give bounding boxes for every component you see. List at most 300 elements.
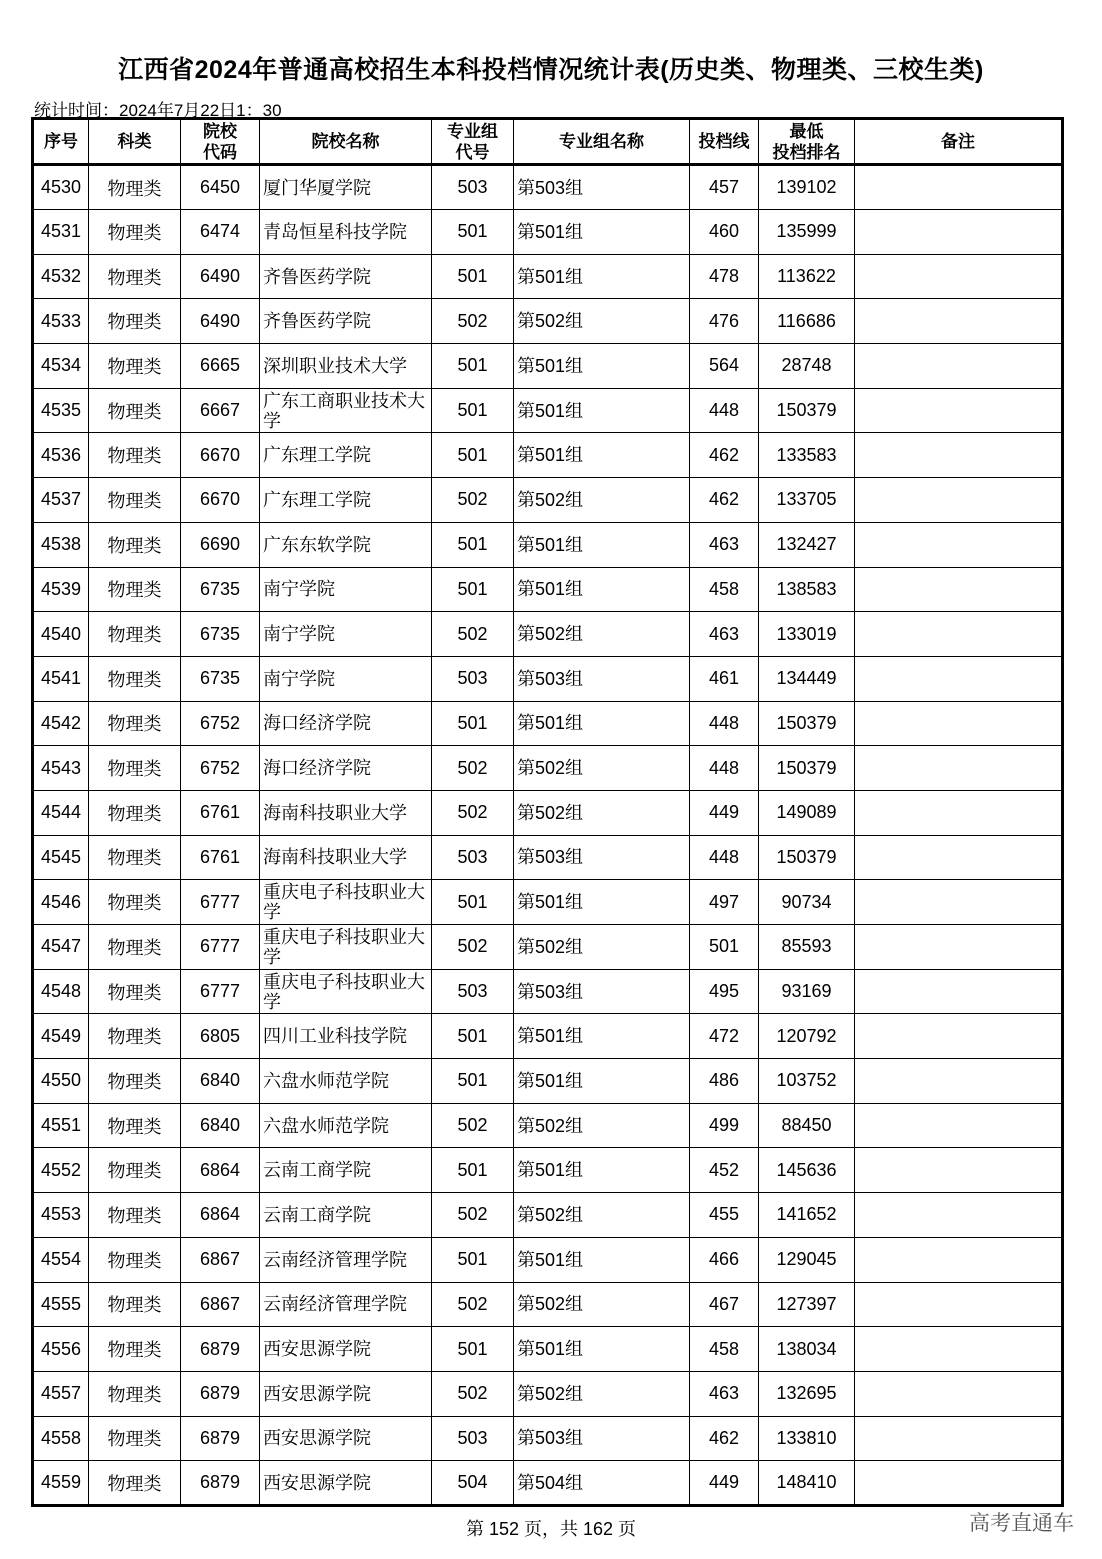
col-group-code-cell: 501	[432, 254, 514, 299]
col-group-code-cell: 502	[432, 612, 514, 657]
col-remark-cell	[855, 1282, 1063, 1327]
col-seq-cell: 4533	[33, 299, 89, 344]
col-school-code-cell: 6761	[181, 790, 260, 835]
col-school-name-cell: 六盘水师范学院	[260, 1103, 432, 1148]
col-seq-cell: 4531	[33, 210, 89, 255]
col-school-name-cell: 重庆电子科技职业大学	[260, 880, 432, 925]
col-school-code-cell: 6474	[181, 210, 260, 255]
col-category-cell: 物理类	[89, 656, 181, 701]
col-group-name-cell: 第501组	[514, 344, 690, 389]
col-school-code-cell: 6735	[181, 612, 260, 657]
col-rank-cell: 132427	[759, 522, 855, 567]
col-category-cell: 物理类	[89, 790, 181, 835]
col-score-cell: 449	[690, 790, 759, 835]
col-category-cell: 物理类	[89, 701, 181, 746]
col-remark-cell	[855, 1103, 1063, 1148]
col-group-code-cell: 503	[432, 969, 514, 1014]
col-school-name-cell: 青岛恒星科技学院	[260, 210, 432, 255]
col-category-cell: 物理类	[89, 1014, 181, 1059]
col-seq-cell: 4537	[33, 478, 89, 523]
col-school-code-cell: 6735	[181, 656, 260, 701]
col-school-code-cell: 6777	[181, 925, 260, 970]
col-school-name-cell: 齐鲁医药学院	[260, 299, 432, 344]
col-school-name-cell: 海南科技职业大学	[260, 790, 432, 835]
col-remark-cell	[855, 701, 1063, 746]
col-score-cell: 476	[690, 299, 759, 344]
table-row	[33, 165, 1063, 210]
table-row	[33, 1148, 1063, 1193]
col-score-cell: 495	[690, 969, 759, 1014]
col-score-cell: 463	[690, 612, 759, 657]
col-group-name-cell: 第504组	[514, 1461, 690, 1506]
col-group-name-cell: 第501组	[514, 1327, 690, 1372]
col-score-cell: 499	[690, 1103, 759, 1148]
col-category-cell: 物理类	[89, 1282, 181, 1327]
col-seq-cell: 4535	[33, 388, 89, 433]
col-remark-cell	[855, 478, 1063, 523]
col-remark-cell	[855, 880, 1063, 925]
col-seq-cell: 4559	[33, 1461, 89, 1506]
col-group-code-cell: 501	[432, 567, 514, 612]
col-seq-cell: 4530	[33, 165, 89, 210]
col-school-code-cell: 6761	[181, 835, 260, 880]
col-school-code-cell: 6879	[181, 1416, 260, 1461]
col-group-code-cell: 503	[432, 165, 514, 210]
table-row	[33, 790, 1063, 835]
col-category-cell: 物理类	[89, 433, 181, 478]
col-school-name-cell: 南宁学院	[260, 612, 432, 657]
col-school-name-cell: 海口经济学院	[260, 746, 432, 791]
col-score-cell: 466	[690, 1237, 759, 1282]
col-group-code-cell: 501	[432, 880, 514, 925]
col-category-cell: 物理类	[89, 1327, 181, 1372]
col-score-cell: 461	[690, 656, 759, 701]
col-school-code-cell: 6690	[181, 522, 260, 567]
col-seq-cell: 4553	[33, 1193, 89, 1238]
col-score-cell: 478	[690, 254, 759, 299]
header-col-remark: 备注	[855, 119, 1063, 165]
header-col-seq: 序号	[33, 119, 89, 165]
col-remark-cell	[855, 1059, 1063, 1104]
col-rank-cell: 150379	[759, 835, 855, 880]
col-group-code-cell: 502	[432, 478, 514, 523]
col-school-code-cell: 6867	[181, 1237, 260, 1282]
col-rank-cell: 113622	[759, 254, 855, 299]
header-col-group-code: 专业组 代号	[432, 119, 514, 165]
col-school-name-cell: 广东理工学院	[260, 478, 432, 523]
col-school-code-cell: 6864	[181, 1193, 260, 1238]
col-group-code-cell: 503	[432, 835, 514, 880]
col-category-cell: 物理类	[89, 925, 181, 970]
col-category-cell: 物理类	[89, 1461, 181, 1506]
col-seq-cell: 4544	[33, 790, 89, 835]
col-rank-cell: 134449	[759, 656, 855, 701]
col-group-name-cell: 第502组	[514, 1282, 690, 1327]
col-group-name-cell: 第503组	[514, 165, 690, 210]
col-seq-cell: 4550	[33, 1059, 89, 1104]
col-rank-cell: 150379	[759, 746, 855, 791]
col-category-cell: 物理类	[89, 567, 181, 612]
col-score-cell: 486	[690, 1059, 759, 1104]
table-row	[33, 1416, 1063, 1461]
col-group-name-cell: 第502组	[514, 1371, 690, 1416]
col-score-cell: 448	[690, 746, 759, 791]
col-school-code-cell: 6840	[181, 1059, 260, 1104]
col-seq-cell: 4543	[33, 746, 89, 791]
col-rank-cell: 120792	[759, 1014, 855, 1059]
col-school-name-cell: 广东东软学院	[260, 522, 432, 567]
col-category-cell: 物理类	[89, 612, 181, 657]
col-category-cell: 物理类	[89, 210, 181, 255]
col-category-cell: 物理类	[89, 478, 181, 523]
col-group-code-cell: 501	[432, 522, 514, 567]
col-seq-cell: 4548	[33, 969, 89, 1014]
col-rank-cell: 141652	[759, 1193, 855, 1238]
table-row	[33, 478, 1063, 523]
col-school-code-cell: 6867	[181, 1282, 260, 1327]
col-category-cell: 物理类	[89, 1059, 181, 1104]
col-school-name-cell: 重庆电子科技职业大学	[260, 969, 432, 1014]
col-remark-cell	[855, 567, 1063, 612]
col-rank-cell: 129045	[759, 1237, 855, 1282]
col-rank-cell: 103752	[759, 1059, 855, 1104]
table-row	[33, 656, 1063, 701]
col-school-name-cell: 广东工商职业技术大学	[260, 388, 432, 433]
stat-time: 统计时间：2024年7月22日1：30	[34, 101, 282, 120]
col-group-name-cell: 第501组	[514, 522, 690, 567]
col-group-code-cell: 502	[432, 790, 514, 835]
col-school-name-cell: 重庆电子科技职业大学	[260, 925, 432, 970]
col-score-cell: 448	[690, 701, 759, 746]
col-score-cell: 463	[690, 522, 759, 567]
col-group-code-cell: 503	[432, 1416, 514, 1461]
table-row	[33, 746, 1063, 791]
col-remark-cell	[855, 433, 1063, 478]
col-seq-cell: 4532	[33, 254, 89, 299]
table-row	[33, 567, 1063, 612]
col-school-code-cell: 6670	[181, 433, 260, 478]
col-rank-cell: 148410	[759, 1461, 855, 1506]
col-school-name-cell: 广东理工学院	[260, 433, 432, 478]
col-school-name-cell: 西安思源学院	[260, 1416, 432, 1461]
col-category-cell: 物理类	[89, 1193, 181, 1238]
page-number: 第 152 页，共 162 页	[465, 1519, 637, 1539]
col-group-code-cell: 504	[432, 1461, 514, 1506]
col-rank-cell: 93169	[759, 969, 855, 1014]
col-group-name-cell: 第501组	[514, 388, 690, 433]
table-row	[33, 1237, 1063, 1282]
col-seq-cell: 4555	[33, 1282, 89, 1327]
col-seq-cell: 4558	[33, 1416, 89, 1461]
col-remark-cell	[855, 1237, 1063, 1282]
col-school-code-cell: 6879	[181, 1461, 260, 1506]
col-rank-cell: 150379	[759, 388, 855, 433]
col-score-cell: 462	[690, 1416, 759, 1461]
col-score-cell: 472	[690, 1014, 759, 1059]
col-group-code-cell: 502	[432, 1103, 514, 1148]
col-score-cell: 449	[690, 1461, 759, 1506]
col-seq-cell: 4554	[33, 1237, 89, 1282]
col-school-code-cell: 6777	[181, 880, 260, 925]
col-remark-cell	[855, 254, 1063, 299]
col-rank-cell: 127397	[759, 1282, 855, 1327]
col-seq-cell: 4538	[33, 522, 89, 567]
col-group-code-cell: 501	[432, 1237, 514, 1282]
col-category-cell: 物理类	[89, 835, 181, 880]
col-rank-cell: 149089	[759, 790, 855, 835]
col-group-name-cell: 第502组	[514, 478, 690, 523]
col-school-code-cell: 6805	[181, 1014, 260, 1059]
col-remark-cell	[855, 388, 1063, 433]
col-school-code-cell: 6490	[181, 299, 260, 344]
col-group-code-cell: 502	[432, 746, 514, 791]
col-school-name-cell: 云南工商学院	[260, 1193, 432, 1238]
col-category-cell: 物理类	[89, 969, 181, 1014]
col-seq-cell: 4546	[33, 880, 89, 925]
col-group-name-cell: 第501组	[514, 1059, 690, 1104]
col-school-name-cell: 南宁学院	[260, 567, 432, 612]
col-school-name-cell: 海口经济学院	[260, 701, 432, 746]
col-school-name-cell: 西安思源学院	[260, 1327, 432, 1372]
col-school-code-cell: 6670	[181, 478, 260, 523]
table-row	[33, 835, 1063, 880]
col-remark-cell	[855, 925, 1063, 970]
table-row	[33, 1014, 1063, 1059]
table-row	[33, 925, 1063, 970]
col-category-cell: 物理类	[89, 880, 181, 925]
header-row	[33, 119, 1063, 165]
col-school-code-cell: 6879	[181, 1327, 260, 1372]
col-group-code-cell: 501	[432, 210, 514, 255]
col-group-name-cell: 第502组	[514, 1193, 690, 1238]
col-score-cell: 452	[690, 1148, 759, 1193]
col-score-cell: 497	[690, 880, 759, 925]
col-group-name-cell: 第501组	[514, 210, 690, 255]
col-group-code-cell: 501	[432, 1014, 514, 1059]
header-col-score: 投档线	[690, 119, 759, 165]
col-school-code-cell: 6490	[181, 254, 260, 299]
table-row	[33, 1371, 1063, 1416]
col-rank-cell: 139102	[759, 165, 855, 210]
col-remark-cell	[855, 1416, 1063, 1461]
col-group-code-cell: 502	[432, 1193, 514, 1238]
col-school-code-cell: 6667	[181, 388, 260, 433]
col-school-name-cell: 云南经济管理学院	[260, 1282, 432, 1327]
col-group-name-cell: 第502组	[514, 1103, 690, 1148]
col-seq-cell: 4552	[33, 1148, 89, 1193]
col-rank-cell: 133705	[759, 478, 855, 523]
col-category-cell: 物理类	[89, 388, 181, 433]
col-group-name-cell: 第501组	[514, 1237, 690, 1282]
col-rank-cell: 133019	[759, 612, 855, 657]
col-score-cell: 455	[690, 1193, 759, 1238]
col-school-name-cell: 云南经济管理学院	[260, 1237, 432, 1282]
table-row	[33, 1461, 1063, 1506]
col-score-cell: 460	[690, 210, 759, 255]
col-group-name-cell: 第501组	[514, 1148, 690, 1193]
header-col-category: 科类	[89, 119, 181, 165]
col-group-code-cell: 503	[432, 656, 514, 701]
col-remark-cell	[855, 969, 1063, 1014]
col-category-cell: 物理类	[89, 1103, 181, 1148]
col-seq-cell: 4540	[33, 612, 89, 657]
col-group-code-cell: 501	[432, 388, 514, 433]
col-remark-cell	[855, 612, 1063, 657]
col-seq-cell: 4545	[33, 835, 89, 880]
header-col-school-code: 院校 代码	[181, 119, 260, 165]
col-group-name-cell: 第502组	[514, 612, 690, 657]
col-category-cell: 物理类	[89, 1148, 181, 1193]
col-seq-cell: 4549	[33, 1014, 89, 1059]
col-group-code-cell: 501	[432, 1148, 514, 1193]
admission-table	[31, 117, 1064, 1507]
col-category-cell: 物理类	[89, 165, 181, 210]
col-group-name-cell: 第501组	[514, 1014, 690, 1059]
col-score-cell: 501	[690, 925, 759, 970]
col-seq-cell: 4536	[33, 433, 89, 478]
col-group-code-cell: 501	[432, 1059, 514, 1104]
table-row	[33, 1282, 1063, 1327]
col-score-cell: 448	[690, 835, 759, 880]
col-school-name-cell: 六盘水师范学院	[260, 1059, 432, 1104]
col-seq-cell: 4539	[33, 567, 89, 612]
col-group-name-cell: 第501组	[514, 701, 690, 746]
col-rank-cell: 90734	[759, 880, 855, 925]
col-group-name-cell: 第503组	[514, 1416, 690, 1461]
col-seq-cell: 4541	[33, 656, 89, 701]
col-group-code-cell: 502	[432, 1371, 514, 1416]
col-category-cell: 物理类	[89, 1237, 181, 1282]
col-school-code-cell: 6752	[181, 701, 260, 746]
col-group-code-cell: 502	[432, 925, 514, 970]
col-score-cell: 463	[690, 1371, 759, 1416]
table-row	[33, 1103, 1063, 1148]
col-seq-cell: 4557	[33, 1371, 89, 1416]
col-school-name-cell: 西安思源学院	[260, 1371, 432, 1416]
col-remark-cell	[855, 1371, 1063, 1416]
col-remark-cell	[855, 656, 1063, 701]
col-group-code-cell: 501	[432, 433, 514, 478]
table-row	[33, 299, 1063, 344]
table-row	[33, 522, 1063, 567]
table-row	[33, 388, 1063, 433]
col-group-code-cell: 501	[432, 701, 514, 746]
col-school-code-cell: 6735	[181, 567, 260, 612]
col-school-code-cell: 6840	[181, 1103, 260, 1148]
col-group-name-cell: 第503组	[514, 969, 690, 1014]
col-group-code-cell: 501	[432, 1327, 514, 1372]
table-row	[33, 433, 1063, 478]
col-category-cell: 物理类	[89, 746, 181, 791]
col-school-code-cell: 6777	[181, 969, 260, 1014]
col-remark-cell	[855, 1461, 1063, 1506]
col-remark-cell	[855, 522, 1063, 567]
col-group-name-cell: 第503组	[514, 656, 690, 701]
col-rank-cell: 133583	[759, 433, 855, 478]
col-school-name-cell: 海南科技职业大学	[260, 835, 432, 880]
col-remark-cell	[855, 835, 1063, 880]
col-school-code-cell: 6864	[181, 1148, 260, 1193]
table-row	[33, 1193, 1063, 1238]
col-category-cell: 物理类	[89, 254, 181, 299]
col-score-cell: 458	[690, 1327, 759, 1372]
header-col-rank: 最低 投档排名	[759, 119, 855, 165]
col-group-name-cell: 第501组	[514, 254, 690, 299]
col-remark-cell	[855, 1014, 1063, 1059]
col-seq-cell: 4534	[33, 344, 89, 389]
col-group-name-cell: 第502组	[514, 790, 690, 835]
col-category-cell: 物理类	[89, 522, 181, 567]
col-school-code-cell: 6450	[181, 165, 260, 210]
table-row	[33, 254, 1063, 299]
col-group-name-cell: 第502组	[514, 925, 690, 970]
col-rank-cell: 28748	[759, 344, 855, 389]
col-school-name-cell: 深圳职业技术大学	[260, 344, 432, 389]
col-group-name-cell: 第501组	[514, 433, 690, 478]
col-group-name-cell: 第503组	[514, 835, 690, 880]
col-category-cell: 物理类	[89, 1371, 181, 1416]
col-category-cell: 物理类	[89, 344, 181, 389]
col-school-name-cell: 齐鲁医药学院	[260, 254, 432, 299]
col-rank-cell: 88450	[759, 1103, 855, 1148]
col-rank-cell: 138583	[759, 567, 855, 612]
col-rank-cell: 85593	[759, 925, 855, 970]
col-group-code-cell: 502	[432, 1282, 514, 1327]
col-seq-cell: 4556	[33, 1327, 89, 1372]
table-row	[33, 969, 1063, 1014]
col-school-code-cell: 6752	[181, 746, 260, 791]
col-score-cell: 448	[690, 388, 759, 433]
table-row	[33, 612, 1063, 657]
header-col-school-name: 院校名称	[260, 119, 432, 165]
col-remark-cell	[855, 1148, 1063, 1193]
col-school-name-cell: 四川工业科技学院	[260, 1014, 432, 1059]
col-score-cell: 564	[690, 344, 759, 389]
col-remark-cell	[855, 165, 1063, 210]
page-title: 江西省2024年普通高校招生本科投档情况统计表(历史类、物理类、三校生类)	[118, 56, 984, 84]
col-school-name-cell: 南宁学院	[260, 656, 432, 701]
col-remark-cell	[855, 210, 1063, 255]
col-school-name-cell: 厦门华厦学院	[260, 165, 432, 210]
col-score-cell: 462	[690, 433, 759, 478]
col-rank-cell: 133810	[759, 1416, 855, 1461]
table-row	[33, 1059, 1063, 1104]
header-col-group-name: 专业组名称	[514, 119, 690, 165]
col-group-name-cell: 第501组	[514, 567, 690, 612]
col-rank-cell: 132695	[759, 1371, 855, 1416]
col-seq-cell: 4542	[33, 701, 89, 746]
col-remark-cell	[855, 344, 1063, 389]
col-group-name-cell: 第502组	[514, 299, 690, 344]
table-row	[33, 1327, 1063, 1372]
table-row	[33, 880, 1063, 925]
col-score-cell: 457	[690, 165, 759, 210]
col-category-cell: 物理类	[89, 1416, 181, 1461]
col-remark-cell	[855, 790, 1063, 835]
brand-watermark: 高考直通车	[969, 1512, 1074, 1535]
col-remark-cell	[855, 1327, 1063, 1372]
col-group-name-cell: 第502组	[514, 746, 690, 791]
col-school-code-cell: 6665	[181, 344, 260, 389]
col-score-cell: 458	[690, 567, 759, 612]
col-rank-cell: 150379	[759, 701, 855, 746]
col-group-name-cell: 第501组	[514, 880, 690, 925]
col-seq-cell: 4547	[33, 925, 89, 970]
col-rank-cell: 116686	[759, 299, 855, 344]
col-rank-cell: 138034	[759, 1327, 855, 1372]
table-row	[33, 210, 1063, 255]
col-school-name-cell: 西安思源学院	[260, 1461, 432, 1506]
